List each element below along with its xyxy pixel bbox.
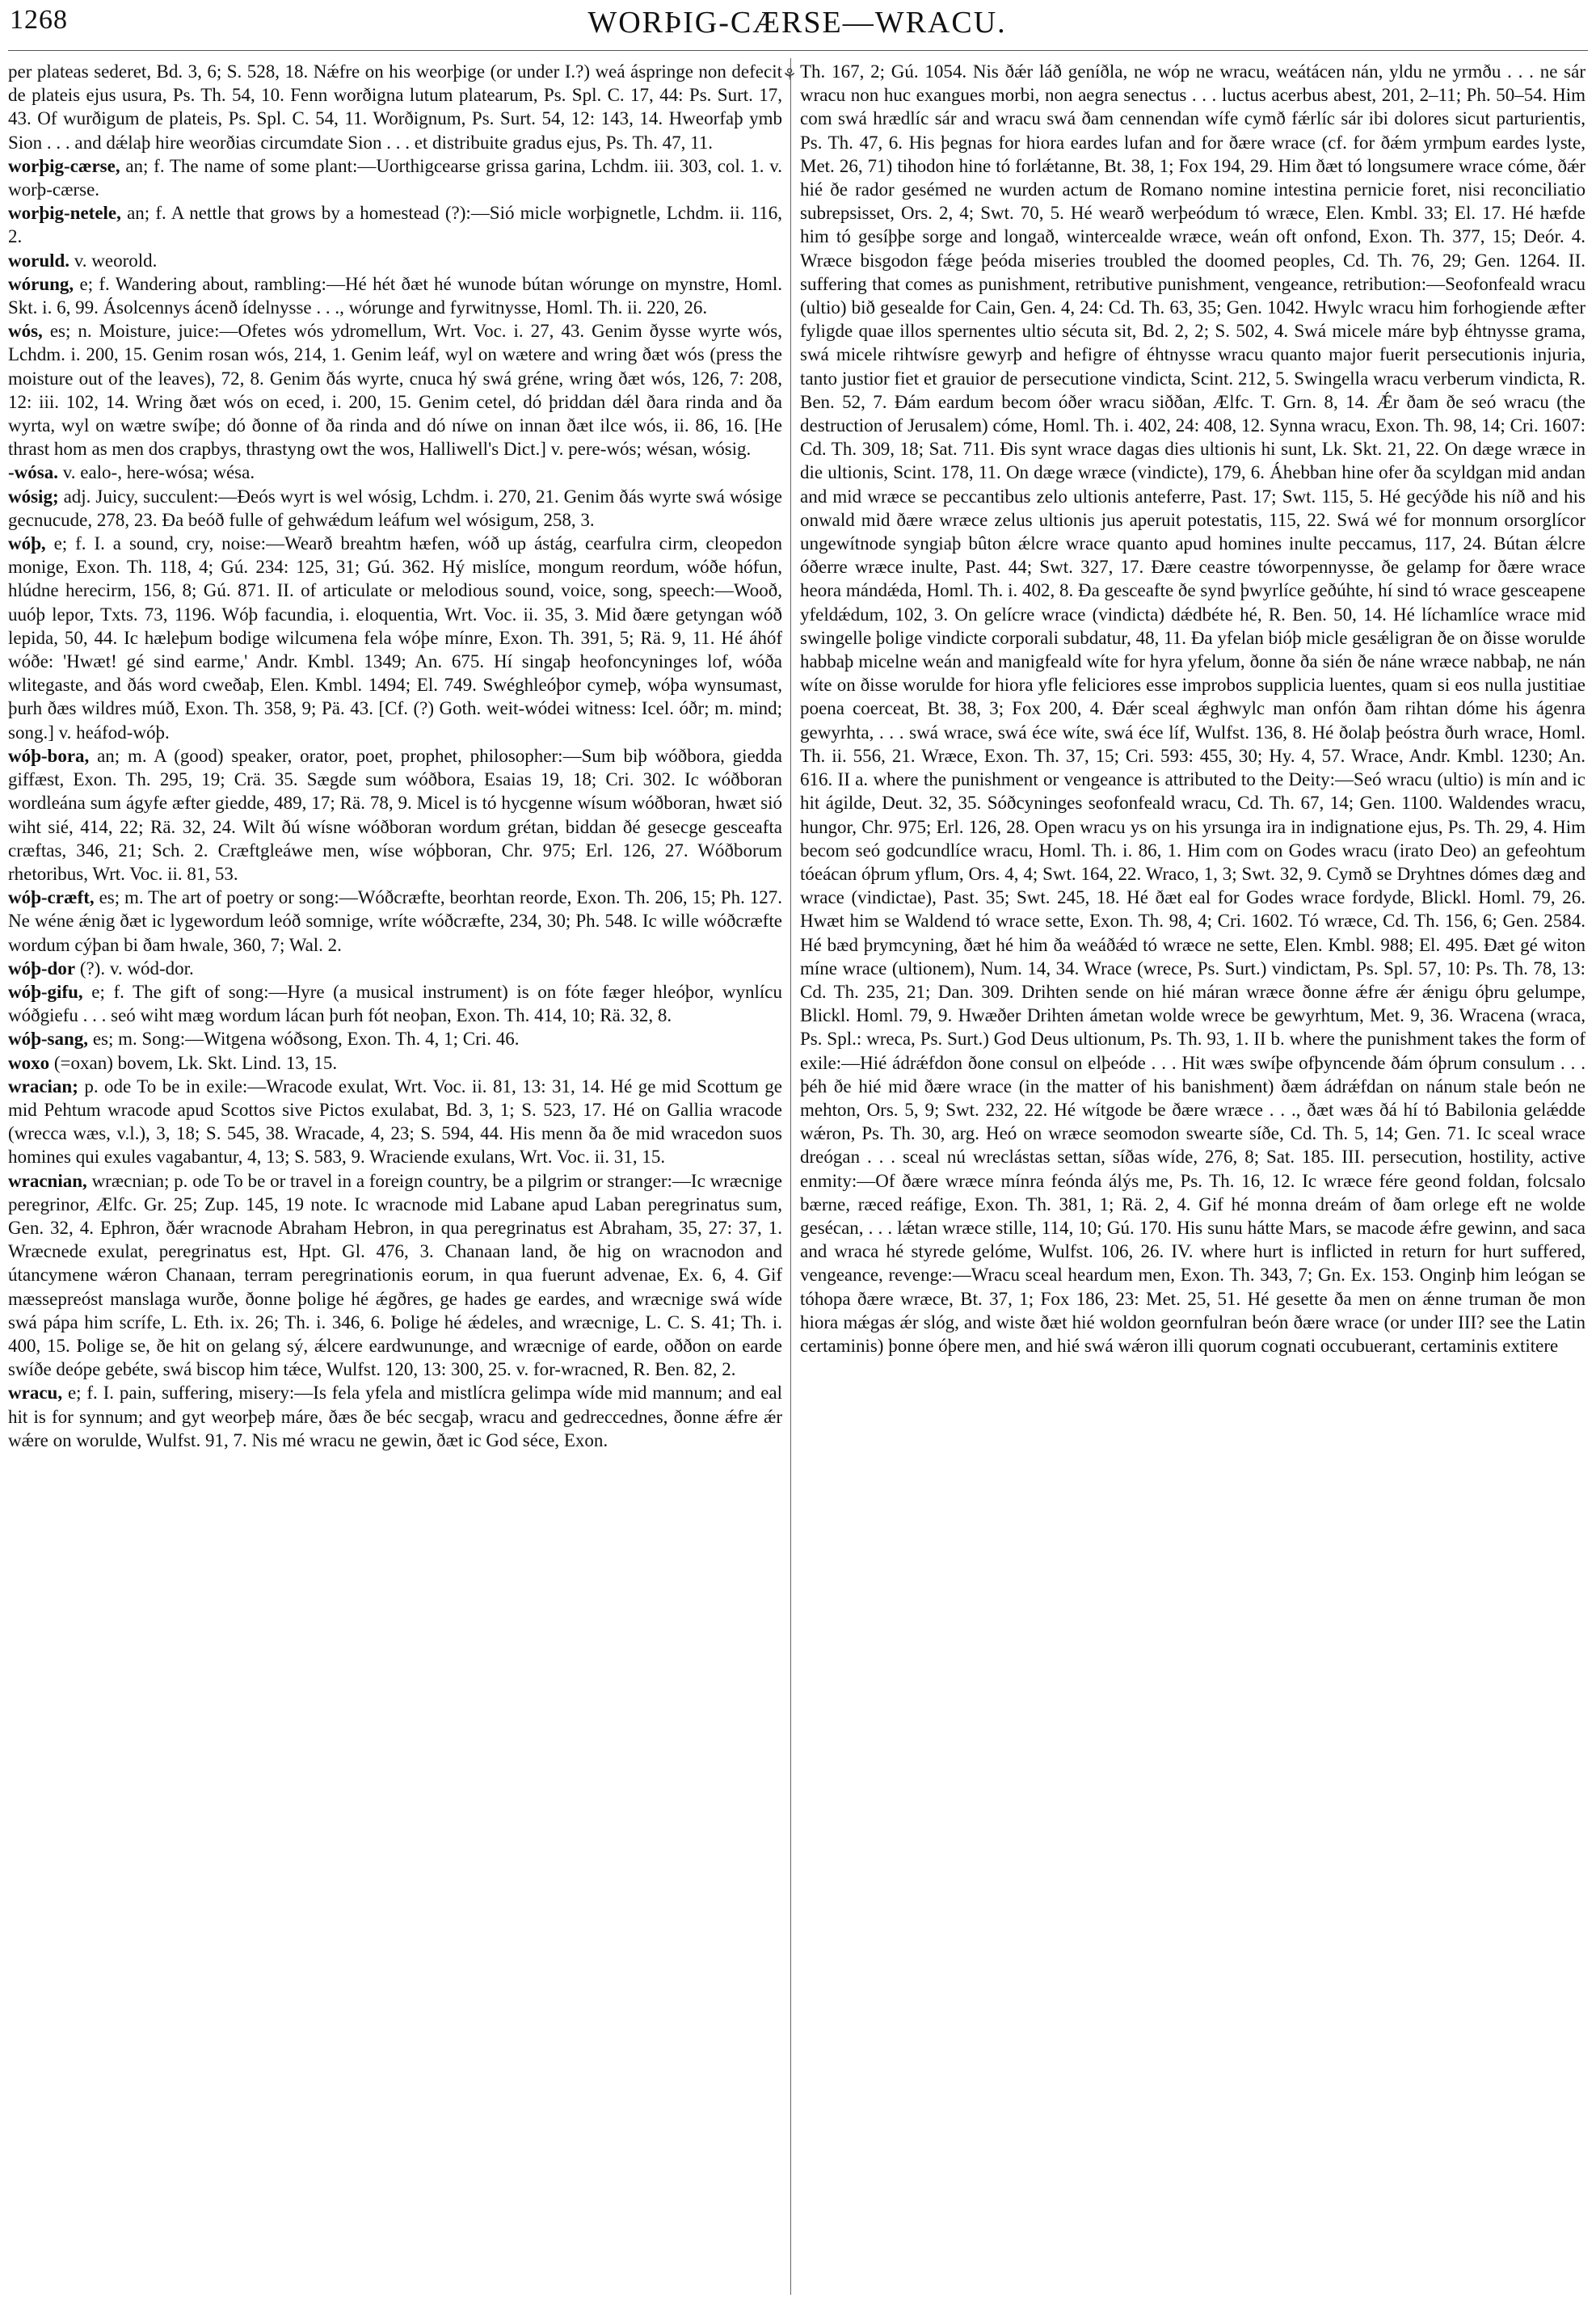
headword: -wósa.	[8, 462, 58, 483]
entry-text: e; f. I. pain, suffering, misery:—Is fela yfela and mistlícra gelimpa wíde mid mannum; and eal hit is for synnum; and gyt weorþeþ máre, ðæs ðe béc secgaþ, wracu and gedreccednes, ðonne ǽfre ǽr wǽre on worulde, Wulfst. 91, 7. Nis mé wracu ne gewin, ðæt ic God séce, Exon.	[8, 1383, 782, 1450]
entry-text: an; f. The name of some plant:—Uorthigcearse grissa garina, Lchdm. iii. 303, col. 1. v. worþ-cærse.	[8, 155, 782, 200]
dictionary-entry	[8, 249, 782, 272]
headword: wórung,	[8, 273, 74, 294]
dictionary-entry	[8, 461, 782, 484]
dictionary-entry	[8, 1381, 782, 1452]
dictionary-entry	[8, 1169, 782, 1382]
entry-text: es; m. The art of poetry or song:—Wóðcræfte, beorhtan reorde, Exon. Th. 206, 15; Ph. 127. Ne wéne ǽnig ðæt ic lygewordum leóð somnige, wríte wóðcræfte, 234, 30; Ph. 548. Ic wille wóðcræfte wordum cýþan bi ðam hwale, 360, 7; Wal. 2.	[8, 887, 782, 955]
headword: worþig-netele,	[8, 203, 121, 224]
entry-text: wræcnian; p. ode To be or travel in a foreign country, be a pilgrim or stranger:—Ic wræcnige peregrinor, Ælfc. Gr. 25; Zup. 145, 19 note. Ic wracnode mid Labane apud Laban peregrinatus sum, Gen. 32, 4. Ephron, ðǽr wracnode Abraham Hebron, in qua peregrinatus est Abraham, 35, 27: 37, 1. Wræcnede exulat, peregrinatus est, Hpt. Gl. 476, 3. Chanaan land, ðe hig on wracnodon and útancymene wǽron Chanaan, terram peregrinationis eorum, in qua fuerunt advenae, Ex. 6, 4. Gif mæssepreóst manslaga wurðe, ðonne þolige hé ǽgðres, ge hades ge eardes, and wræcnige swá wíde swá pápa him scrífe, L. Eth. ix. 26; Th. i. 346, 6. Þolige hé ǽdeles, and wræcnige, L. C. S. 41; Th. i. 400, 15. Þolige se, ðe hit on gelang sý, ǽlcere eardwununge, and wræcnige of earde, oððon on earde swíðe deópe gebéte, swá biscop him tǽce, Wulfst. 120, 13: 300, 25. v. for-wracned, R. Ben. 82, 2.	[8, 1170, 782, 1380]
dictionary-entry	[8, 201, 782, 248]
entry-text: adj. Juicy, succulent:—Ðeós wyrt is wel wósig, Lchdm. i. 270, 21. Genim ðás wyrte swá wósige gecnucude, 278, 23. Ða beóð fulle of gehwǽdum leáfum wel wósigum, 258, 3.	[8, 486, 782, 530]
headword: woxo	[8, 1052, 50, 1073]
dictionary-entry	[8, 154, 782, 201]
entry-text: (?). v. wód-dor.	[79, 958, 194, 979]
headword: wóþ-bora,	[8, 745, 90, 766]
dictionary-entry	[800, 60, 1585, 1358]
page-header	[10, 5, 1585, 45]
entry-text: an; f. A nettle that grows by a homestead (?):—Sió micle worþignetle, Lchdm. ii. 116, 2.	[8, 203, 782, 247]
running-title: WORÞIG-CÆRSE—WRACU.	[587, 6, 1007, 40]
dictionary-entry	[8, 60, 782, 154]
headword: wracnian,	[8, 1170, 87, 1191]
entry-text: es; m. Song:—Witgena wóðsong, Exon. Th. 4, 1; Cri. 46.	[92, 1029, 520, 1050]
dictionary-entry	[8, 1075, 782, 1169]
entry-text: v. ealo-, here-wósa; wésa.	[62, 462, 255, 483]
divider-ornament: ⚘	[782, 66, 797, 84]
entry-text: e; f. The gift of song:—Hyre (a musical instrument) is on fóte fæger hleóþor, wynlícu wóðgiefu . . . seó wiht mæg wordum lácan þurh fót neoþan, Exon. Th. 414, 10; Rä. 32, 8.	[8, 981, 782, 1026]
entry-text: e; f. Wandering about, rambling:—Hé hét ðæt hé wunode bútan wórunge on mynstre, Homl. Skt. i. 6, 99. Ásolcennys ácenð ídelnysse . . ., wórunge and fyrwitnysse, Homl. Th. ii. 220, 26.	[8, 273, 782, 318]
entry-text: Th. 167, 2; Gú. 1054. Nis ðǽr láð geníðla, ne wóp ne wracu, weátácen nán, yldu ne yrmðu . . . ne sár wracu non huc exangues morbi, non aegra senectus . . . luctus acerbus abest, 201, 2–11; Ph. 50–54. Him com swá hrædlíc sár and wracu swá ðam cennendan wífe cymð fǽrlíc sár ibi dolores sicut parturientis, Ps. Th. 47, 6. His þegnas for hiora eardes lufan and for ðære wrace (cf. for ðǽm yrmþum eardes lyste, Met. 26, 71) tihodon hine tó forlǽtanne, Bt. 38, 1; Fox 194, 29. Him ðæt tó longsumere wrace cóme, ðǽr hié ðe rador gesémed ne wurden actum de Romano nomine intestina pernicie foret, nisi reconciliatio subrepsisset, Ors. 2, 4; Swt. 70, 5. Hé wearð werþeódum tó wræce, Elen. Kmbl. 33; El. 17. Hé hæfde him tó gesíþþe sorge and longað, wintercealde wræce, weán oft onfond, Exon. Th. 377, 15; Deór. 4. Wræce bisgodon fǽge þeóda miseries troubled the doomed peoples, Cd. Th. 76, 29; Gen. 1264. II. suffering that comes as punishment, retributive punishment, vengeance, retribution:—Seofonfeald wracu (ultio) bið gesealde for Cain, Gen. 4, 24: Cd. Th. 63, 35; Gen. 1042. Hwylc wracu him forhogiende æfter fyligde quae illos spernentes ultio sécuta sit, Bd. 2, 2; S. 502, 4. Swá micele máre byþ éhtnysse grama, swá micele rihtwísre gewyrþ and hefigre of éhtnysse wracu quanto major fuerit persecutionis injuria, tanto justior fiet et grauior de persecutione vindicta, Scint. 212, 5. Swingella wracu verberum vindicta, R. Ben. 52, 7. Ðám eardum becom óðer wracu siððan, Ælfc. T. Grn. 8, 14. Ǽr ðam ðe seó wracu (the destruction of Jerusalem) cóme, Homl. Th. i. 402, 24: 408, 12. Synna wracu, Exon. Th. 98, 14; Cri. 1607: Cd. Th. 309, 18; Sat. 711. Ðis synt wrace dagas dies ultionis hi sunt, Lk. Skt. 21, 22. On dæge wræce in die ultionis, Scint. 178, 11. On dæge wræce (vindicte), 179, 6. Áhebban hine ofer ða scyldgan mid andan and mid wræce se peccantibus zelo ultionis anteferre, Past. 17; Swt. 115, 5. Hé gecýðde his níð and his onwald mid ðære wræce zelus ultionis jus aperuit potestatis, 115, 22. Swá wé for monnum orsorglícor ungewítnode syngiaþ bûton ǽlcre wrace quanto apud homines inulte peccamus, 117, 24. Bútan ǽlcre óðerre wræce inulte, Past. 44; Swt. 327, 17. Ðære ceastre tóworpennysse, ðe gelamp for ðære wrace heora mándǽda, Homl. Th. i. 402, 8. Ða gesceafte ðe synd þwyrlíce geðúhte, hí sind tó wrace gesceapene yfeldǽdum, 102, 3. On gelícre wrace (vindicta) dǽdbéte hé, R. Ben. 50, 14. Hé líchamlíce wrace mid swingelle þolige vindicte corporali subdatur, 48, 11. Ða yfelan bióþ micle gesǽligran ðe on ðisse worulde habbaþ micelne weán and manigfeald wíte for hyra yfelum, ðonne ða sién ðe náne wræce nabbaþ, ne nán wíte on ðisse worulde for hiora yfle feliciores esse improbos supplicia luentes, quam si eos nulla justitiae poena coerceat, Bt. 38, 3; Fox 200, 4. Ðǽr sceal ǽghwylc man onfón ðam rihtan dóme his ágenra gewyrhta, . . . swá wrace, swá éce wíte, swá éce líf, Wulfst. 136, 8. Hé ðolaþ þeóstra ðurh wrace, Homl. Th. ii. 556, 21. Wræce, Exon. Th. 37, 15; Cri. 593: 455, 30; Hy. 4, 57. Wrace, Andr. Kmbl. 1230; An. 616. II a. where the punishment or vengeance is attributed to the Deity:—Seó wracu (ultio) is mín and ic hit ágilde, Deut. 32, 35. Sóðcyninges seofonfeald wracu, Cd. Th. 67, 14; Gen. 1100. Waldendes wracu, hungor, Chr. 975; Erl. 126, 28. Open wracu ys on his yrsunga ira in indignatione ejus, Ps. Th. 29, 4. Him becom seó godcundlíce wracu, Homl. Th. i. 86, 1. Him com on Godes wracu (irato Deo) an gefeohtum tóeácan óþrum yflum, Ors. 4, 4; Swt. 164, 22. Wraco, 1, 3; Swt. 32, 9. Cymð se Dryhtnes dómes dæg and wrace (vindictae), Past. 35; Swt. 245, 18. Hé ðæt eal for Godes wrace fordyde, Blickl. Homl. 79, 26. Hwæt him se Waldend tó wrace sette, Exon. Th. 98, 4; Cri. 1602. Tó wræce, Cd. Th. 156, 6; Gen. 2584. Hé bæd þrymcyning, ðæt hé him ða weáðǽd tó wræce ne sette, Elen. Kmbl. 988; El. 495. Ðæt gé witon míne wrace (ultionem), Num. 14, 34. Wrace (wrece, Ps. Surt.) vindictam, Ps. Spl. 57, 10: Ps. Th. 78, 13: Cd. Th. 235, 21; Dan. 309. Drihten sende on hié máran wræce ðonne ǽfre ǽr ǽnigu óþru gelumpe, Blickl. Homl. 79, 9. Hwæðer Drihten ámetan wolde wrece be gewyrhtum, Met. 9, 36. Wracena (wraca, Ps. Spl.: wreca, Ps. Surt.) God Deus ultionum, Ps. Th. 93, 1. II b. where the punishment takes the form of exile:—Hié ádrǽfdon ðone consul on elþeóde . . . Hit wæs swíþe ofþyncende ðám óþrum consulum . . . þéh ðe hié mid ðære wrace (in the matter of his banishment) ðæm ádrǽfdan on nánum stale beón ne mehton, Ors. 5, 9; Swt. 232, 22. Hé wítgode be ðære wræce . . ., ðæt wæs ðá hí tó Babilonia gelǽdde wǽron, Ps. Th. 30, arg. Heó on wræce seomodon swearte síðe, Cd. Th. 5, 14; Gen. 71. Ic sceal wrace dreógan . . . sceal nú wreclástas settan, síðas wíde, 276, 8; Sat. 185. III. persecution, hostility, active enmity:—Of ðære wræce mínra feónda álýs me, Ps. Th. 16, 12. Ic wræce fére geond foldan, folcsalo bærne, ræced reáfige, Exon. Th. 381, 1; Rä. 2, 4. Gif hé monna dreám of ðam orlege eft ne wolde gesécan, . . . lǽtan wræce stille, 114, 10; Gú. 170. His sunu hátte Mars, se macode ǽfre gewinn, and saca and wraca hé styrede gelóme, Wulfst. 106, 26. IV. where hurt is inflicted in return for hurt suffered, vengeance, revenge:—Wracu sceal heardum men, Exon. Th. 343, 7; Gn. Ex. 153. Onginþ him leógan se tóhopa ðære wræce, Bt. 37, 1; Fox 186, 23: Met. 25, 51. Hé gesette ða men on ǽnne truman ðe mon hiora mǽgas ǽr slóg, and wiste ðæt hié woldon geornfulran beón ðære wrace (or under III? see the Latin certaminis) þonne óþere men, and hié swá wǽron illi quorum cognati occubuerant, certaminis extitere	[800, 61, 1585, 1356]
entry-text: e; f. I. a sound, cry, noise:—Wearð breahtm hæfen, wóð up ástág, cearfulra cirm, cleopedon monige, Exon. Th. 118, 4; Gú. 234: 125, 31; Gú. 362. Hý mislíce, mongum reordum, wóðe hófun, hlúdne herecirm, 156, 8; Gú. 871. II. of articulate or melodious sound, voice, song, speech:—Wooð, uuóþ lepor, Txts. 73, 1196. Wóþ facundia, i. eloquentia, Wrt. Voc. ii. 35, 3. Mid ðære getyngan wóð lepida, 50, 44. Ic hæleþum bodige wilcumena fela wóþe mínre, Exon. Th. 391, 5; Rä. 9, 11. Hé áhóf wóðe: 'Hwæt! gé sind earme,' Andr. Kmbl. 1349; An. 675. Hí singaþ heofoncyninges lof, wóða wlitegaste, and ðás word cweðaþ, Elen. Kmbl. 1494; El. 749. Swéghleóþor cymeþ, wóþa wynsumast, þurh ðæs wildres múð, Exon. Th. 358, 9; Pä. 43. [Cf. (?) Goth. weit-wódei witness: Icel. óðr; m. mind; song.] v. heáfod-wóþ.	[8, 533, 782, 743]
dictionary-entry	[8, 1027, 782, 1050]
headword: wós,	[8, 321, 43, 342]
entry-text: (=oxan) bovem, Lk. Skt. Lind. 13, 15.	[53, 1052, 338, 1073]
dictionary-entry	[8, 1051, 782, 1075]
dictionary-entry	[8, 957, 782, 980]
entry-text: v. weorold.	[74, 250, 158, 271]
headword: wracian;	[8, 1076, 78, 1097]
headword: wóþ-dor	[8, 958, 76, 979]
headword: wóþ,	[8, 533, 46, 554]
dictionary-entry	[8, 319, 782, 461]
left-column	[8, 60, 782, 2306]
headword: wósig;	[8, 486, 59, 507]
dictionary-entry	[8, 886, 782, 957]
dictionary-entry	[8, 272, 782, 319]
headword: wracu,	[8, 1383, 63, 1404]
header-rule	[8, 50, 1588, 51]
page-number: 1268	[10, 5, 68, 35]
dictionary-entry	[8, 485, 782, 532]
dictionary-entry	[8, 744, 782, 886]
entry-text: per plateas sederet, Bd. 3, 6; S. 528, 18. Nǽfre on his weorþige (or under I.?) weá áspringe non defecit de plateis ejus usura, Ps. Th. 54, 10. Fenn worðigna lutum platearum, Ps. Spl. C. 17, 44: Ps. Surt. 17, 43. Of wurðigum de plateis, Ps. Spl. C. 54, 11. Worðignum, Ps. Surt. 54, 12: 143, 14. Hweorfaþ ymb Sion . . . and dǽlaþ hire weorðias circumdate Sion . . . et distribuite gradus ejus, Ps. Th. 47, 11.	[8, 61, 782, 153]
entry-text: an; m. A (good) speaker, orator, poet, prophet, philosopher:—Sum biþ wóðbora, giedda giffæst, Exon. Th. 295, 19; Crä. 35. Sægde sum wóðbora, Esaias 19, 18; Cri. 302. Ic wóðboran wordleána sum ágyfe æfter giedde, 489, 17; Rä. 78, 9. Micel is tó hycgenne wísum wóðboran, hwæt sió wiht sié, 414, 22; Rä. 32, 24. Wilt ðú wísne wóðboran wordum grétan, biddan ðé gesecge gesceafta cræftas, 346, 21; Sch. 2. Cræftgleáwe men, wíse wóþboran, Chr. 975; Erl. 126, 27. Wóðborum rhetoribus, Wrt. Voc. ii. 81, 53.	[8, 745, 782, 884]
headword: woruld.	[8, 250, 70, 271]
right-column	[800, 60, 1585, 2306]
headword: wóþ-sang,	[8, 1029, 89, 1050]
headword: wóþ-cræft,	[8, 887, 95, 908]
headword: worþig-cærse,	[8, 155, 120, 176]
entry-text: p. ode To be in exile:—Wracode exulat, Wrt. Voc. ii. 81, 13: 31, 14. Hé ge mid Scottum ge mid Pehtum wracode apud Scottos sive Pictos exulabat, Bd. 3, 1; S. 523, 17. Hé on Gallia wracode (wrecca wæs, v.l.), 3, 18; S. 545, 38. Wracade, 4, 23; S. 594, 44. His menn ða ðe mid wracedon suos homines qui exules vagabantur, 4, 13; S. 583, 9. Wraciende exulans, Wrt. Voc. ii. 31, 15.	[8, 1076, 782, 1168]
entry-text: es; n. Moisture, juice:—Ofetes wós ydromellum, Wrt. Voc. i. 27, 43. Genim ðysse wyrte wós, Lchdm. i. 200, 15. Genim rosan wós, 214, 1. Genim leáf, wyl on wætere and wring ðæt wós (press the moisture out of the leaves), 72, 8. Genim ðás wyrte, cnuca hý swá gréne, wring ðæt wós, 126, 7: 208, 12: iii. 102, 14. Wring ðæt wós on eced, i. 200, 15. Genim cetel, dó þriddan dǽl ðara rinda and ða wyrta, wyl on wætre swíþe; dó ðonne of ða rinda and dó níwe on innan ðæt ilce wós, ii. 86, 16. [He thrast hom as men dos crapbys, thrastyng owt the wos, Halliwell's Dict.] v. pere-wós; wésan, wósig.	[8, 321, 782, 460]
column-divider	[790, 58, 791, 2295]
headword: wóþ-gifu,	[8, 981, 83, 1002]
dictionary-entry	[8, 532, 782, 744]
dictionary-entry	[8, 980, 782, 1027]
